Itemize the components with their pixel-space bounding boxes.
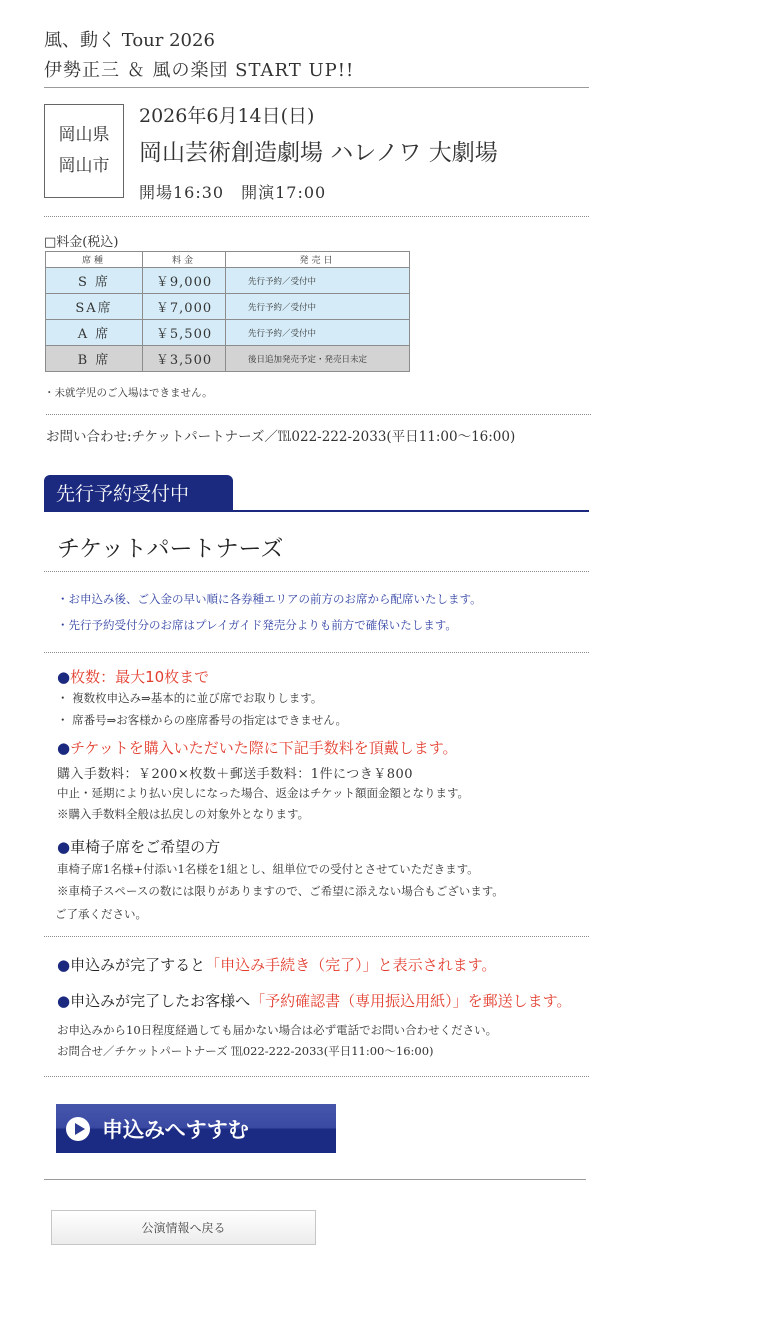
divider <box>44 936 589 937</box>
divider <box>44 216 589 217</box>
tour-subtitle: 伊勢正三 ＆ 風の楽団 START UP!! <box>44 60 355 81</box>
header-seat: 席種 <box>46 252 143 268</box>
seat-type: S 席 <box>46 268 143 294</box>
venue-name: 岡山芸術創造劇場 ハレノワ 大劇場 <box>139 140 498 166</box>
play-icon <box>66 1117 90 1141</box>
completion-highlight: 「予約確認書（専用振込用紙）」を郵送します。 <box>250 992 572 1010</box>
header-price: 料金 <box>143 252 226 268</box>
completion-note: お問合せ／チケットパートナーズ ℡022-222-2033(平日11:00〜16:00) <box>57 1044 434 1058</box>
title-divider <box>44 87 589 88</box>
header-sale: 発売日 <box>226 252 410 268</box>
wheelchair-heading-text: 車椅子席をご希望の方 <box>70 838 221 856</box>
bullet-icon: ● <box>57 992 71 1010</box>
presale-underline <box>44 510 589 512</box>
fee-heading <box>57 737 458 758</box>
event-times: 開場16:30 開演17:00 <box>139 183 327 202</box>
sale-status: 先行予約／受付中 <box>226 268 410 294</box>
fee-line: 購入手数料：￥200×枚数＋郵送手数料：1件につき￥800 <box>57 767 414 782</box>
price-table <box>45 251 410 372</box>
seat-type: SA席 <box>46 294 143 320</box>
wheelchair-line: ご了承ください。 <box>55 907 147 921</box>
apply-button[interactable] <box>56 1104 336 1153</box>
seat-type: B 席 <box>46 346 143 372</box>
completion-line-1 <box>57 954 496 975</box>
table-row <box>46 320 410 346</box>
table-row <box>46 268 410 294</box>
presale-note: ・先行予約受付分のお席はプレイガイド発売分よりも前方で確保いたします。 <box>57 618 457 632</box>
fee-note: ※購入手数料全般は払戻しの対象外となります。 <box>57 807 310 821</box>
ticket-limit-heading <box>57 666 209 687</box>
completion-line-2 <box>57 990 571 1011</box>
prefecture: 岡山県 <box>58 125 110 145</box>
completion-note: お申込みから10日程度経過しても届かない場合は必ず電話でお問い合わせください。 <box>57 1023 498 1037</box>
tour-title: 風、動く Tour 2026 <box>44 30 215 51</box>
fee-note: 中止・延期により払い戻しになった場合、返金はチケット額面金額となります。 <box>57 786 470 800</box>
sale-status: 後日追加発売予定・発売日未定 <box>226 346 410 372</box>
price-label: □料金(税込) <box>44 235 119 250</box>
apply-button-label: 申込みへすすむ <box>102 1117 249 1142</box>
divider <box>44 652 589 653</box>
completion-highlight: 「申込み手続き（完了）」と表示されます。 <box>205 956 497 974</box>
table-row <box>46 294 410 320</box>
city: 岡山市 <box>58 156 110 176</box>
divider <box>44 571 589 572</box>
event-date: 2026年6月14日(日) <box>139 105 315 127</box>
ticket-limit-text: 枚数：最大10枚まで <box>70 668 210 686</box>
location-box <box>44 104 124 198</box>
seat-price: ￥9,000 <box>143 268 226 294</box>
limit-line: ・ 複数枚申込み⇒基本的に並び席でお取りします。 <box>57 691 323 705</box>
seat-price: ￥5,500 <box>143 320 226 346</box>
partner-name: チケットパートナーズ <box>57 536 284 562</box>
bullet-icon: ● <box>57 668 71 686</box>
price-table-header <box>46 252 410 268</box>
bullet-icon: ● <box>57 838 71 856</box>
divider <box>46 414 591 415</box>
presale-note: ・お申込み後、ご入金の早い順に各券種エリアの前方のお席から配席いたします。 <box>57 592 482 606</box>
seat-price: ￥3,500 <box>143 346 226 372</box>
divider <box>44 1076 589 1077</box>
seat-type: A 席 <box>46 320 143 346</box>
table-row <box>46 346 410 372</box>
wheelchair-line: 車椅子席1名様+付添い1名様を1組とし、組単位での受付とさせていただきます。 <box>57 862 479 876</box>
preschool-note: ・未就学児のご入場はできません。 <box>44 387 213 399</box>
completion-prefix: 申込みが完了したお客様へ <box>70 992 251 1010</box>
seat-price: ￥7,000 <box>143 294 226 320</box>
wheelchair-heading <box>57 836 220 857</box>
back-to-info-button[interactable] <box>51 1210 316 1245</box>
sale-status: 先行予約／受付中 <box>226 294 410 320</box>
bullet-icon: ● <box>57 739 71 757</box>
back-button-label: 公演情報へ戻る <box>141 1221 226 1235</box>
bullet-icon: ● <box>57 956 71 974</box>
fee-heading-text: チケットを購入いただいた際に下記手数料を頂戴します。 <box>70 739 458 757</box>
completion-prefix: 申込みが完了すると <box>70 956 206 974</box>
wheelchair-line: ※車椅子スペースの数には限りがありますので、ご希望に添えない場合もございます。 <box>57 884 504 898</box>
inquiry-line: お問い合わせ:チケットパートナーズ／℡022-222-2033(平日11:00〜16:00) <box>46 429 516 445</box>
presale-tab: 先行予約受付中 <box>44 475 233 511</box>
sale-status: 先行予約／受付中 <box>226 320 410 346</box>
footer-divider <box>44 1179 586 1180</box>
limit-line: ・ 席番号⇒お客様からの座席番号の指定はできません。 <box>57 713 347 727</box>
